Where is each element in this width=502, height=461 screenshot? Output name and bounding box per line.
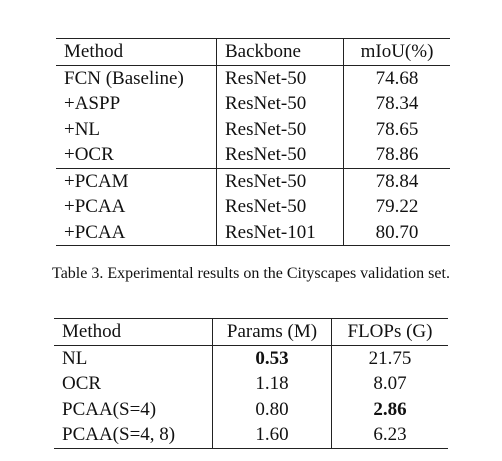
backbone-cell: ResNet-50	[217, 117, 344, 143]
flops-cell: 8.07	[332, 371, 449, 397]
method-cell: PCAA(S=4)	[62, 398, 157, 420]
miou-cell: 78.65	[344, 117, 451, 143]
miou-cell: 78.34	[344, 91, 451, 117]
miou-cell: 79.22	[344, 194, 451, 220]
column-header: mIoU(%)	[344, 39, 451, 66]
results-table	[56, 38, 450, 246]
method-cell: OCR	[62, 373, 102, 394]
table-row	[56, 142, 450, 168]
table-row	[54, 422, 448, 448]
backbone-cell: ResNet-50	[217, 142, 344, 168]
miou-cell: 80.70	[344, 220, 451, 246]
table-row	[54, 345, 448, 371]
table-header-row	[56, 39, 450, 66]
params-cell: 0.80	[213, 397, 332, 423]
flops-cell: 2.86	[332, 397, 449, 423]
params-cell: 1.60	[213, 422, 332, 448]
table-row	[56, 168, 450, 194]
method-cell: +NL	[64, 118, 101, 140]
column-header: Params (M)	[213, 319, 332, 346]
miou-cell: 78.86	[344, 142, 451, 168]
flops-cell: 21.75	[332, 345, 449, 371]
column-header: Method	[54, 319, 213, 346]
method-cell: +PCAA	[64, 196, 126, 217]
backbone-cell: ResNet-50	[217, 194, 344, 220]
params-cell: 1.18	[213, 371, 332, 397]
miou-cell: 74.68	[344, 65, 451, 91]
method-cell: +OCR	[64, 144, 114, 165]
method-cell: FCN (Baseline)	[64, 67, 184, 89]
method-cell: +ASPP	[64, 93, 121, 114]
backbone-cell: ResNet-50	[217, 65, 344, 91]
backbone-cell: ResNet-50	[217, 168, 344, 194]
method-cell: PCAA(S=4, 8)	[54, 422, 213, 448]
column-header: FLOPs (G)	[332, 319, 449, 346]
table-caption: Table 3. Experimental results on the Cityscapes validation set.	[52, 265, 450, 282]
backbone-cell: ResNet-101	[217, 220, 344, 246]
column-header: Backbone	[217, 39, 344, 66]
method-cell: +PCAM	[56, 168, 217, 194]
table-row	[54, 397, 448, 423]
params-cell: 0.53	[213, 345, 332, 371]
table-row	[56, 91, 450, 117]
complexity-table	[54, 318, 448, 449]
table-row	[56, 220, 450, 246]
flops-cell: 6.23	[332, 422, 449, 448]
method-cell: NL	[62, 347, 88, 369]
table-row	[56, 117, 450, 143]
column-header: Method	[56, 39, 217, 66]
miou-cell: 78.84	[344, 168, 451, 194]
method-cell: +PCAA	[56, 220, 217, 246]
table-row	[54, 371, 448, 397]
table-header-row	[54, 319, 448, 346]
table-row	[56, 194, 450, 220]
table-row	[56, 65, 450, 91]
backbone-cell: ResNet-50	[217, 91, 344, 117]
